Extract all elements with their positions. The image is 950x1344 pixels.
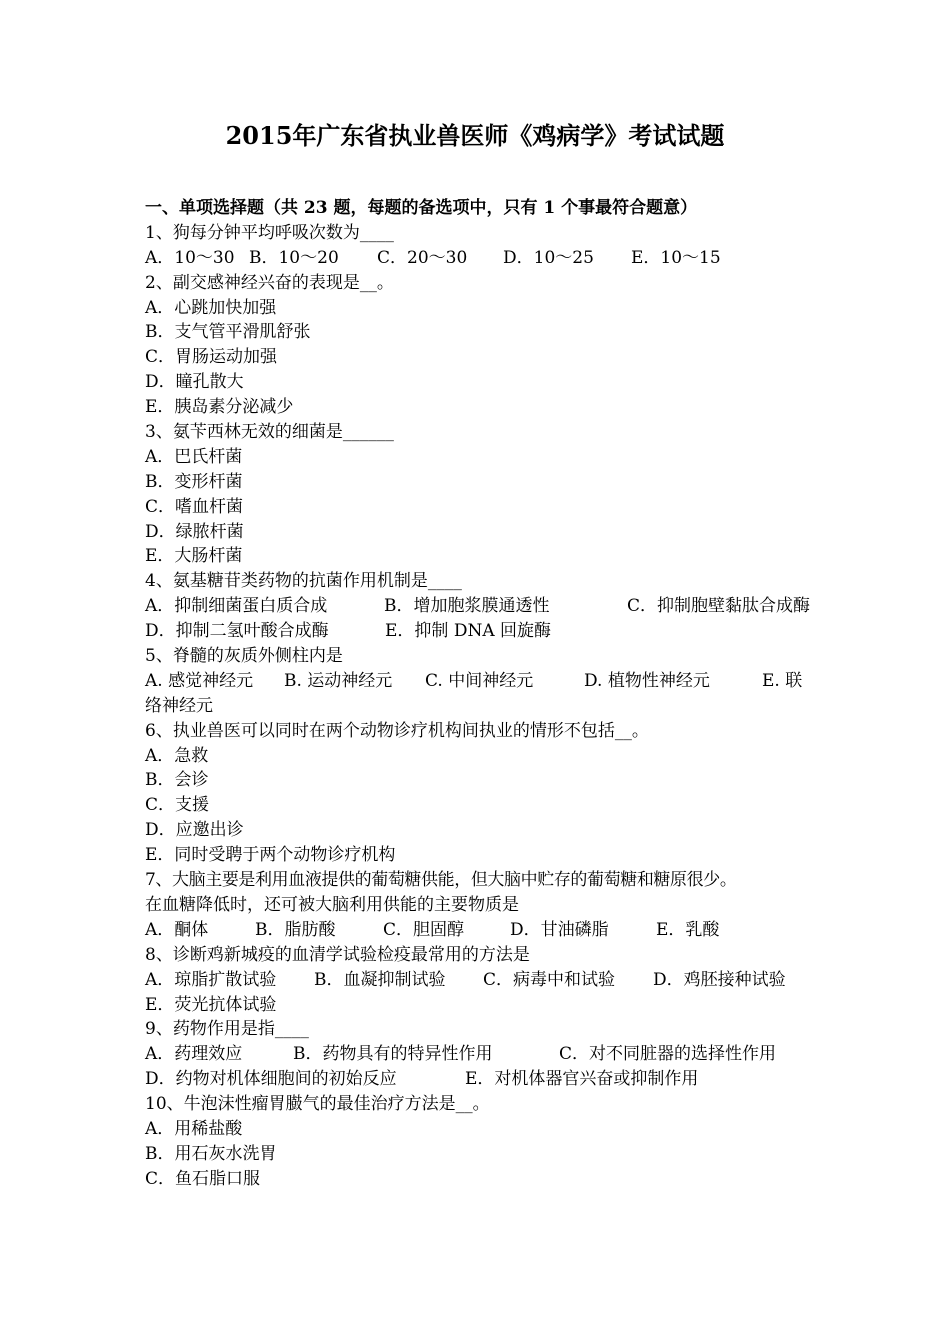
option: A．酮体	[145, 919, 209, 940]
option-row	[145, 918, 810, 943]
question-stem: 2、副交感神经兴奋的表现是__。	[145, 272, 394, 293]
option: B．血凝抑制试验	[314, 969, 446, 990]
option: D. 植物性神经元	[584, 670, 710, 691]
option: B．药物具有的特异性作用	[293, 1044, 493, 1065]
option: E．胰岛素分泌减少	[145, 397, 294, 418]
option: D．抑制二氢叶酸合成酶	[145, 621, 329, 642]
option: C．胆固醇	[383, 919, 465, 940]
option: D．约物对机体细胞间的初始反应	[145, 1069, 397, 1090]
option: C. 中间神经元	[425, 670, 534, 691]
option: C．鱼石脂口服	[145, 1168, 261, 1189]
option-row	[145, 1042, 810, 1067]
option-row	[145, 669, 810, 694]
option: E．荧光抗体试验	[145, 994, 277, 1015]
option: C．胃肠运动加强	[145, 347, 278, 368]
option: B．10～20	[249, 247, 339, 268]
option: A．巴氏杆菌	[145, 446, 243, 467]
question-stem: 5、脊髓的灰质外侧柱内是	[145, 646, 343, 667]
option: D．瞳孔散大	[145, 372, 244, 393]
option: B. 运动神经元	[284, 670, 393, 691]
question-stem: 7、大脑主要是利用血液提供的葡萄糖供能，但大脑中贮存的葡萄糖和糖原很少。	[145, 870, 737, 891]
question-stem-continued: 在血糖降低时，还可被大脑利用供能的主要物质是	[145, 894, 519, 915]
document-title: 2015年广东省执业兽医师《鸡病学》考试试题	[225, 121, 725, 150]
section-heading: 一、单项选择题（共 23 题，每题的备选项中，只有 1 个事最符合题意）	[145, 198, 698, 218]
option: B．支气管平滑肌舒张	[145, 322, 311, 343]
option: C．20～30	[377, 247, 468, 268]
question-stem: 6、执业兽医可以同时在两个动物诊疗机构间执业的情形不包括__。	[145, 720, 649, 741]
option: B．会诊	[145, 770, 209, 791]
option-continued: 络神经元	[145, 695, 213, 716]
option-row	[145, 594, 810, 619]
option: D．甘油磷脂	[510, 919, 609, 940]
option-row	[145, 619, 810, 644]
option: B．用石灰水洗胃	[145, 1143, 277, 1164]
option: A．心跳加快加强	[145, 297, 277, 318]
question-stem: 1、狗每分钟平均呼吸次数为____	[145, 222, 394, 243]
option: E．乳酸	[656, 919, 720, 940]
option: D．绿脓杆菌	[145, 521, 244, 542]
option: D．鸡胚接种试验	[653, 969, 786, 990]
option: A．药理效应	[145, 1044, 243, 1065]
question-stem: 3、氨苄西林无效的细菌是______	[145, 422, 394, 443]
option: D．10～25	[503, 247, 594, 268]
option-row	[145, 246, 810, 271]
option: B．脂肪酸	[255, 919, 336, 940]
question-stem: 10、牛泡沫性瘤胃臌气的最佳治疗方法是__。	[145, 1094, 490, 1115]
option: E．同时受聘于两个动物诊疗机构	[145, 845, 396, 866]
option: E．抑制 DNA 回旋酶	[385, 621, 551, 642]
option: A．琼脂扩散试验	[145, 969, 277, 990]
option: D．应邀出诊	[145, 820, 244, 841]
option: C．抑制胞壁黏肽合成酶	[626, 596, 810, 617]
question-stem: 8、诊断鸡新城疫的血清学试验检疫最常用的方法是	[145, 944, 530, 965]
option: A．用稀盐酸	[145, 1118, 243, 1139]
option: E．10～15	[631, 247, 721, 268]
option: E．对机体器官兴奋或抑制作用	[465, 1069, 699, 1090]
option: C．对不同脏器的选择性作用	[559, 1044, 777, 1065]
option: C．病毒中和试验	[483, 969, 616, 990]
option: A. 感觉神经元	[145, 670, 254, 691]
option: E．大肠杆菌	[145, 546, 243, 567]
option: B．变形杆菌	[145, 471, 243, 492]
question-stem: 9、药物作用是指____	[145, 1019, 309, 1040]
option: E. 联	[762, 670, 803, 691]
question-stem: 4、氨基糖苷类药物的抗菌作用机制是____	[145, 571, 462, 592]
option-row	[145, 968, 810, 993]
option: C．嗜血杆菌	[145, 496, 244, 517]
option: C．支援	[145, 795, 210, 816]
option: A．抑制细菌蛋白质合成	[145, 596, 328, 617]
option: B．增加胞浆膜通透性	[384, 596, 550, 617]
option: A．10～30	[145, 247, 235, 268]
option: A．急救	[145, 745, 209, 766]
option-row	[145, 1067, 810, 1092]
question-list	[145, 196, 810, 1192]
